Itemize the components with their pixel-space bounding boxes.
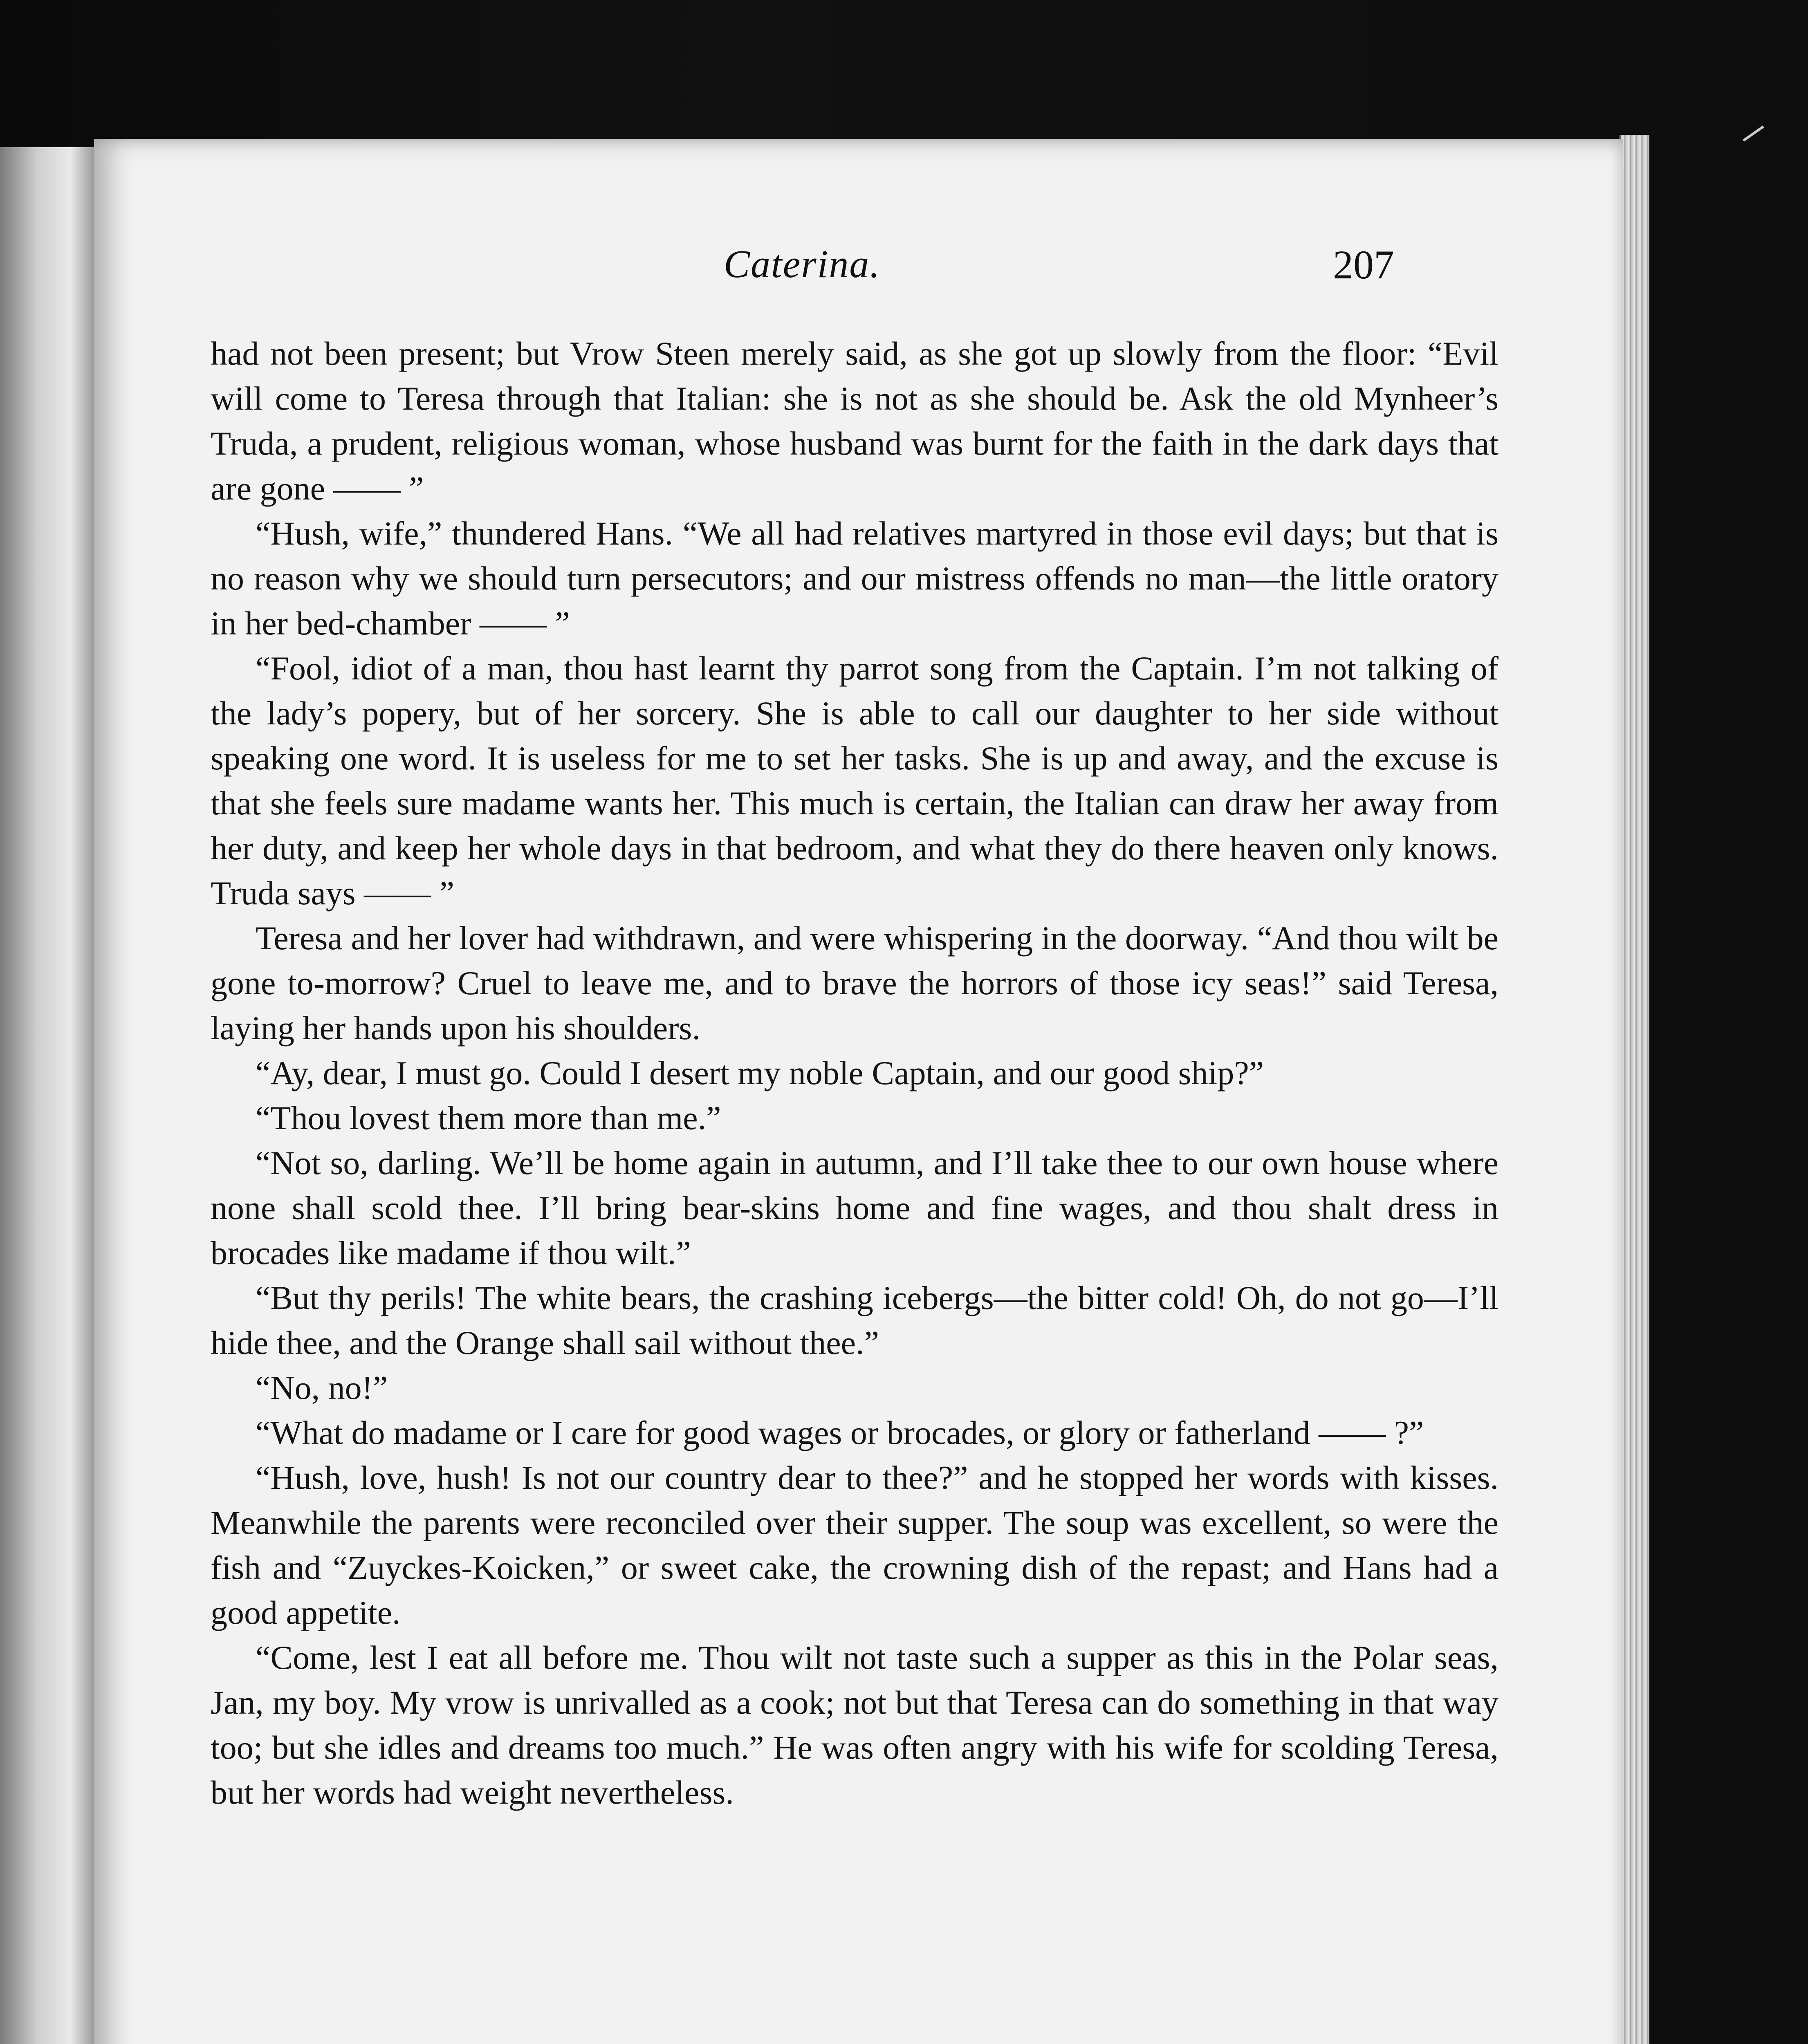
paragraph: Teresa and her lover had withdrawn, and were whispering in the doorway. “And thou wilt be gone to-morrow? Cruel to leave me, and to brave the horrors of those icy seas!” said Teresa, laying her hands upon his shoulders.: [211, 919, 1498, 1047]
page-number: 207: [1333, 242, 1394, 287]
paragraph: “But thy perils! The white bears, the crashing icebergs—the bitter cold! Oh, do not go—I’ll hide thee, and the Orange shall sail without thee.”: [211, 1279, 1498, 1361]
paragraph: “Thou lovest them more than me.”: [256, 1099, 721, 1136]
book-page: [94, 139, 1623, 2044]
facing-page-edge: [0, 147, 97, 2044]
paragraph: “No, no!”: [256, 1369, 388, 1406]
corner-mark: [1743, 126, 1774, 155]
running-head: [94, 241, 1623, 303]
paragraph: “Come, lest I eat all before me. Thou wilt not taste such a supper as this in the Polar seas, Jan, my boy. My vrow is unrivalled as a cook; not but that Teresa can do something in that way too; but she idles and dreams too much.” He was often angry with his wife for scolding Teresa, but her words had weight nevertheless.: [211, 1639, 1498, 1811]
page-stack-edge: [1619, 135, 1649, 2044]
paragraph: “Not so, darling. We’ll be home again in autumn, and I’ll take thee to our own house where none shall scold thee. I’ll bring bear-skins home and fine wages, and thou shalt dress in brocades like madame if thou wilt.”: [211, 1144, 1498, 1271]
paragraph: “Hush, wife,” thundered Hans. “We all had relatives martyred in those evil days; but that is no reason why we should turn persecutors; and our mistress offends no man—the little oratory in her bed-chamber —— ”: [211, 515, 1498, 642]
paragraph: “Ay, dear, I must go. Could I desert my noble Captain, and our good ship?”: [256, 1054, 1264, 1091]
body-text: [211, 331, 1498, 1815]
running-title: Caterina.: [724, 242, 881, 286]
paragraph: “What do madame or I care for good wages or brocades, or glory or fatherland —— ?”: [256, 1414, 1424, 1451]
paragraph: “Fool, idiot of a man, thou hast learnt thy parrot song from the Captain. I’m not talking of the lady’s popery, but of her sorcery. She is able to call our daughter to her side without speaking one word. It is useless for me to set her tasks. She is up and away, and the excuse is that she feels sure madame wants her. This much is certain, the Italian can draw her away from her duty, and keep her whole days in that bedroom, and what they do there heaven only knows. Truda says —— ”: [211, 650, 1498, 912]
paragraph: had not been present; but Vrow Steen merely said, as she got up slowly from the floor: “Evil will come to Teresa through that Italian: she is not as she should be. Ask the old Mynheer’s Truda, a prudent, religious woman, whose husband was burnt for the faith in the dark days that are gone —— ”: [211, 335, 1498, 507]
paragraph: “Hush, love, hush! Is not our country dear to thee?” and he stopped her words with kisses. Meanwhile the parents were reconciled over their supper. The soup was excellent, so were the fish and “Zuyckes-Koicken,” or sweet cake, the crowning dish of the repast; and Hans had a good appetite.: [211, 1459, 1498, 1631]
